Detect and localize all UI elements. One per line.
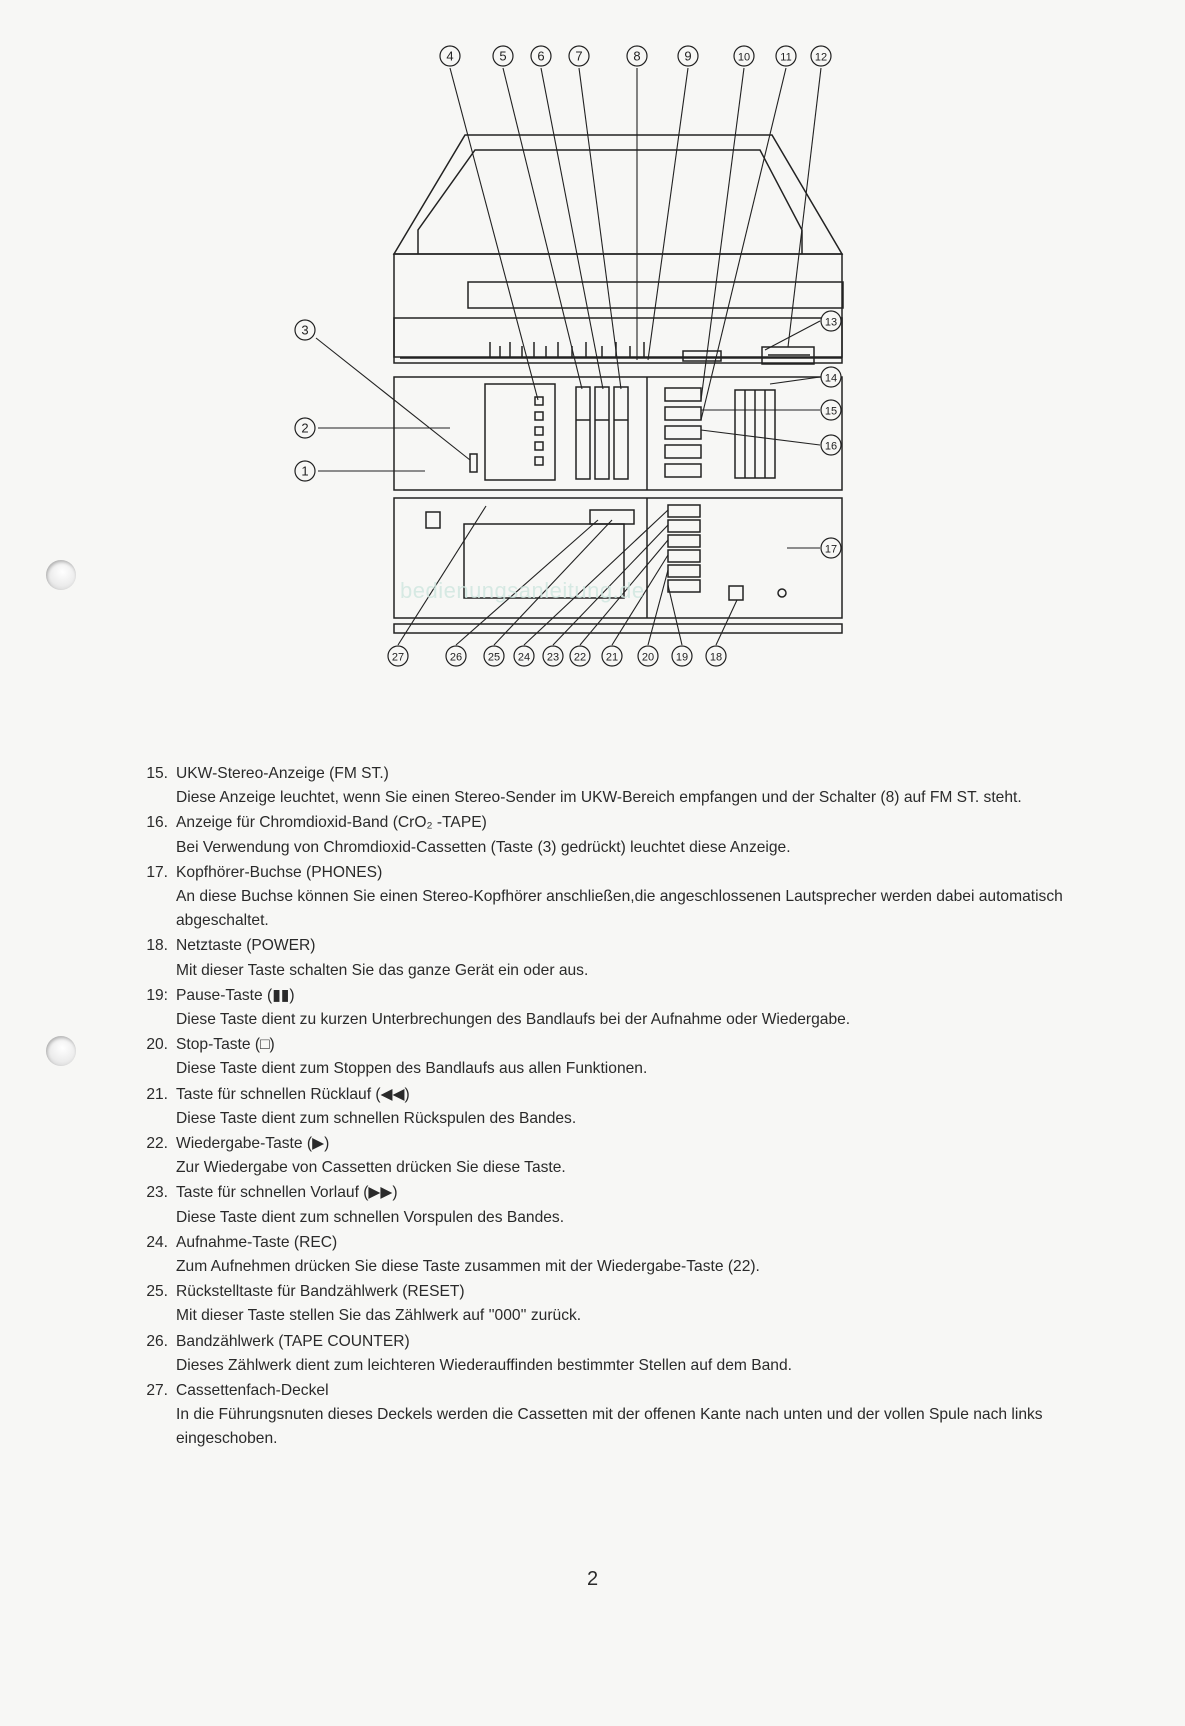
item-description: Diese Taste dient zu kurzen Unterbrechungen des Bandlaufs bei der Aufnahme oder Wiedergabe. bbox=[176, 1011, 851, 1029]
svg-text:7: 7 bbox=[575, 48, 583, 64]
punch-hole-upper bbox=[46, 560, 76, 590]
callout-17 bbox=[821, 538, 841, 558]
list-item bbox=[130, 1280, 1110, 1328]
item-title: Taste für schnellen Rücklauf (◀◀) bbox=[176, 1085, 410, 1103]
selector-panel bbox=[485, 384, 555, 480]
item-description: An diese Buchse können Sie einen Stereo-Kopfhörer anschließen,die angeschlossenen Lautsprecher werden dabei automatisch abgeschaltet. bbox=[176, 888, 1063, 930]
item-description: Mit dieser Taste stellen Sie das Zählwerk auf ''000'' zurück. bbox=[176, 1307, 582, 1325]
power-switch bbox=[426, 512, 440, 528]
callout-20 bbox=[638, 646, 658, 666]
list-item bbox=[130, 762, 1110, 810]
item-number: 21. bbox=[146, 1085, 168, 1103]
callout-24 bbox=[514, 646, 534, 666]
list-item bbox=[130, 1330, 1110, 1378]
svg-text:15: 15 bbox=[824, 405, 838, 418]
slider-6 bbox=[595, 387, 609, 479]
item-number: 20. bbox=[146, 1036, 168, 1054]
item-number: 19: bbox=[146, 986, 168, 1004]
callout-2 bbox=[295, 418, 315, 438]
svg-text:2: 2 bbox=[301, 420, 309, 436]
callout-19 bbox=[672, 646, 692, 666]
svg-text:16: 16 bbox=[824, 440, 838, 453]
page-number: 2 bbox=[586, 1568, 599, 1590]
list-item bbox=[130, 861, 1110, 934]
svg-text:3: 3 bbox=[301, 322, 309, 338]
callout-3 bbox=[295, 320, 315, 340]
item-description: Diese Taste dient zum schnellen Rückspulen des Bandes. bbox=[176, 1109, 577, 1127]
item-title: Wiedergabe-Taste (▶) bbox=[176, 1135, 330, 1153]
item-description: Diese Taste dient zum schnellen Vorspulen des Bandes. bbox=[176, 1208, 565, 1226]
list-item bbox=[130, 1231, 1110, 1279]
watermark: bedienungsanleitung.de bbox=[400, 578, 645, 603]
callout-1 bbox=[295, 461, 315, 481]
list-item bbox=[130, 984, 1110, 1032]
item-title: Pause-Taste (▮▮) bbox=[176, 986, 295, 1004]
callout-11 bbox=[776, 46, 796, 66]
svg-text:8: 8 bbox=[633, 48, 641, 64]
callout-15 bbox=[821, 400, 841, 420]
callout-7 bbox=[569, 46, 589, 66]
item-number: 23. bbox=[146, 1184, 168, 1202]
svg-text:10: 10 bbox=[737, 51, 751, 64]
callout-6 bbox=[531, 46, 551, 66]
plinth bbox=[394, 624, 842, 633]
list-item bbox=[130, 1379, 1110, 1452]
item-title: Aufnahme-Taste (REC) bbox=[176, 1233, 338, 1251]
slider-7 bbox=[614, 387, 628, 479]
item-title: Bandzählwerk (TAPE COUNTER) bbox=[176, 1332, 410, 1350]
svg-text:22: 22 bbox=[573, 651, 587, 664]
list-item bbox=[130, 934, 1110, 982]
item-title: Stop-Taste (□) bbox=[176, 1036, 275, 1054]
svg-text:23: 23 bbox=[546, 651, 560, 664]
item-number: 24. bbox=[146, 1233, 168, 1251]
svg-text:1: 1 bbox=[301, 463, 309, 479]
slider-5 bbox=[576, 387, 590, 479]
list-item bbox=[130, 1181, 1110, 1229]
item-title: UKW-Stereo-Anzeige (FM ST.) bbox=[176, 765, 389, 782]
svg-text:17: 17 bbox=[824, 543, 838, 556]
lid-outline bbox=[394, 135, 842, 254]
svg-text:4: 4 bbox=[446, 48, 454, 64]
list-item bbox=[130, 1033, 1110, 1081]
item-title: Netztaste (POWER) bbox=[176, 937, 316, 955]
item-number: 25. bbox=[146, 1283, 168, 1301]
item-description: Zum Aufnehmen drücken Sie diese Taste zusammen mit der Wiedergabe-Taste (22). bbox=[176, 1258, 760, 1276]
item-title: Cassettenfach-Deckel bbox=[176, 1382, 329, 1400]
power-button bbox=[729, 586, 743, 600]
callout-16 bbox=[821, 435, 841, 455]
item-description: Bei Verwendung von Chromdioxid-Cassetten (Taste (3) gedrückt) leuchtet diese Anzeige. bbox=[176, 838, 791, 856]
svg-text:21: 21 bbox=[605, 651, 619, 664]
tuner-scale bbox=[490, 342, 644, 358]
item-description: Dieses Zählwerk dient zum leichteren Wiederauffinden bestimmter Stellen auf dem Band. bbox=[176, 1356, 792, 1374]
item-title: Kopfhörer-Buchse (PHONES) bbox=[176, 863, 383, 881]
svg-text:27: 27 bbox=[391, 651, 405, 664]
callout-14 bbox=[821, 367, 841, 387]
item-number: 16. bbox=[146, 814, 168, 832]
item-number: 17. bbox=[146, 863, 168, 881]
item-description: In die Führungsnuten dieses Deckels werden die Cassetten mit der offenen Kante nach unten und der vollen Spule nach links eingeschoben. bbox=[176, 1406, 1043, 1448]
list-item bbox=[130, 1132, 1110, 1180]
callout-23 bbox=[543, 646, 563, 666]
item-description: Mit dieser Taste schalten Sie das ganze Gerät ein oder aus. bbox=[176, 961, 589, 979]
svg-text:25: 25 bbox=[487, 651, 501, 664]
item-description: Zur Wiedergabe von Cassetten drücken Sie diese Taste. bbox=[176, 1159, 566, 1177]
callout-8 bbox=[627, 46, 647, 66]
item-number: 18. bbox=[146, 937, 168, 955]
svg-text:26: 26 bbox=[449, 651, 463, 664]
svg-text:13: 13 bbox=[824, 316, 838, 329]
callout-13 bbox=[821, 311, 841, 331]
svg-text:24: 24 bbox=[517, 651, 531, 664]
svg-text:19: 19 bbox=[675, 651, 689, 664]
callout-5 bbox=[493, 46, 513, 66]
svg-text:5: 5 bbox=[499, 48, 507, 64]
item-description: Diese Anzeige leuchtet, wenn Sie einen Stereo-Sender im UKW-Bereich empfangen und der Schalter (8) auf FM ST. steht. bbox=[176, 789, 1022, 807]
callout-9 bbox=[678, 46, 698, 66]
svg-text:12: 12 bbox=[814, 51, 828, 64]
list-item bbox=[130, 811, 1110, 859]
callout-12 bbox=[811, 46, 831, 66]
svg-text:20: 20 bbox=[641, 651, 655, 664]
callout-22 bbox=[570, 646, 590, 666]
svg-text:11: 11 bbox=[780, 51, 792, 64]
svg-text:9: 9 bbox=[684, 48, 692, 64]
turntable-base bbox=[394, 254, 842, 357]
punch-hole-lower bbox=[46, 1036, 76, 1066]
crO2-button bbox=[470, 454, 477, 472]
list-item bbox=[130, 1083, 1110, 1131]
item-title: Taste für schnellen Vorlauf (▶▶) bbox=[176, 1184, 398, 1202]
item-number: 27. bbox=[146, 1382, 168, 1400]
svg-text:18: 18 bbox=[709, 651, 723, 664]
callout-18 bbox=[706, 646, 726, 666]
item-description: Diese Taste dient zum Stoppen des Bandlaufs aus allen Funktionen. bbox=[176, 1060, 648, 1078]
item-number: 22. bbox=[146, 1135, 168, 1153]
callout-4 bbox=[440, 46, 460, 66]
item-title: Rückstelltaste für Bandzählwerk (RESET) bbox=[176, 1283, 465, 1301]
callout-25 bbox=[484, 646, 504, 666]
item-title: Anzeige für Chromdioxid-Band (CrO₂ -TAPE) bbox=[176, 814, 487, 832]
item-list bbox=[130, 762, 1110, 1453]
callout-10 bbox=[734, 46, 754, 66]
callout-26 bbox=[446, 646, 466, 666]
phones-jack bbox=[778, 589, 786, 597]
svg-text:6: 6 bbox=[537, 48, 545, 64]
item-number: 26. bbox=[146, 1332, 168, 1350]
device-diagram bbox=[290, 40, 940, 740]
callout-27 bbox=[388, 646, 408, 666]
callout-21 bbox=[602, 646, 622, 666]
item-number: 15. bbox=[146, 765, 168, 782]
svg-text:14: 14 bbox=[824, 372, 838, 385]
